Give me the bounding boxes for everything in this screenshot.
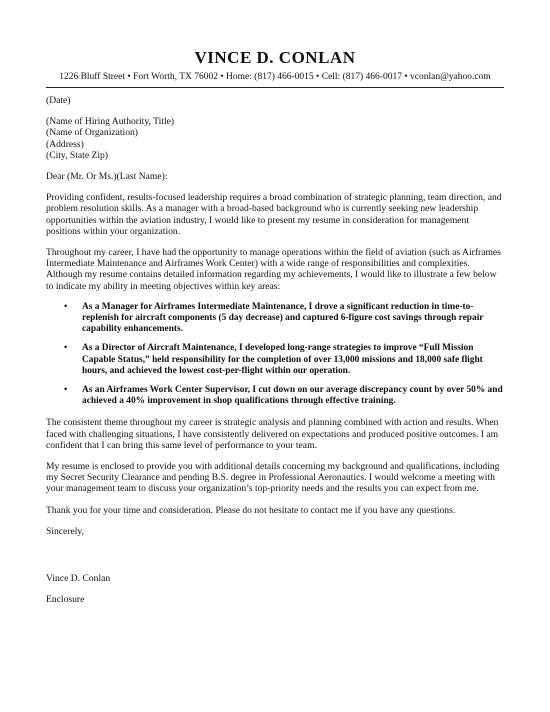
enclosure-note: Enclosure: [46, 594, 85, 606]
intro-paragraph: Throughout my career, I have had the opportunity to manage operations within the field of aviation (such as Airframes Intermediate Maintenance and Airframes Work Center) with a wide range of responsibilities and complexities. Although my resume contains detailed information regarding my achievements, I would like to illustrate a few below to indicate my ability in meeting objectives within key areas:: [46, 247, 501, 292]
achievement-text: As a Director of Aircraft Maintenance, I developed long-range strategies to improve “Full Mission Capable Status,” held responsibility for the completion of over 13,000 missions and 18,000 safe flight hours, and achieved the lowest cost-per-flight within our operation.: [82, 343, 483, 376]
recipient-line: (Name of Organization): [46, 127, 138, 139]
intro-paragraph: Providing confident, results-focused leadership requires a broad combination of strategic planning, team direction, and problem resolution skills. As a manager with a broad-based background who is currently seeking new leadership opportunities within the aviation industry, I would like to present my resume in consideration for management positions within your organization.: [46, 192, 502, 237]
header-divider: [46, 87, 504, 88]
achievement-item: [46, 302, 506, 336]
recipient-line: (City, State Zip): [46, 149, 108, 161]
recipient-line: (Address): [46, 138, 84, 150]
bullet-icon: •: [64, 301, 68, 312]
recipient-line: (Name of Hiring Authority, Title): [46, 116, 175, 128]
sender-contact-line: 1226 Bluff Street • Fort Worth, TX 76002 • Home: (817) 466-0015 • Cell: (817) 466-0017 • vconlan@yahoo.com: [59, 72, 491, 82]
bullet-icon: •: [64, 343, 68, 354]
complimentary-close: Sincerely,: [46, 525, 85, 537]
closing-paragraph: Thank you for your time and consideration. Please do not hesitate to contact me if you have any questions.: [46, 504, 456, 516]
achievement-list: [46, 302, 506, 408]
letter-body: [46, 95, 506, 616]
signature-space: [46, 547, 506, 573]
salutation: Dear (Mr. Or Ms.)(Last Name):: [46, 171, 168, 183]
closing-paragraph: My resume is enclosed to provide you with additional details concerning my background and qualifications, including my Secret Security Clearance and pending B.S. degree in Professional Aeronautics. I would welcome a meeting with your management team to discuss your organization’s top-priority needs and the results you can expect from me.: [46, 461, 500, 495]
achievement-item: [46, 385, 506, 407]
bullet-icon: •: [64, 385, 68, 396]
sender-name: VINCE D. CONLAN: [194, 48, 356, 67]
letter-date: (Date): [46, 95, 71, 106]
signature-name: Vince D. Conlan: [46, 573, 111, 585]
achievement-text: As a Manager for Airframes Intermediate Maintenance, I drove a significant reduction in time-to-replenish for aircraft components (5 day decrease) and captured 6-figure cost savings through repair capability enhancements.: [82, 301, 484, 335]
recipient-address: [46, 116, 506, 161]
closing-paragraph: The consistent theme throughout my career is strategic analysis and planning combined with action and results. When faced with challenging situations, I have consistently delivered on expectations and produced positive outcomes. I am confident that I can bring this same level of performance to your team.: [46, 417, 499, 451]
achievement-item: [46, 343, 506, 377]
achievement-text: As an Airframes Work Center Supervisor, I cut down on our average discrepancy count by over 50% and achieved a 40% improvement in shop qualifications through effective training.: [82, 385, 503, 407]
